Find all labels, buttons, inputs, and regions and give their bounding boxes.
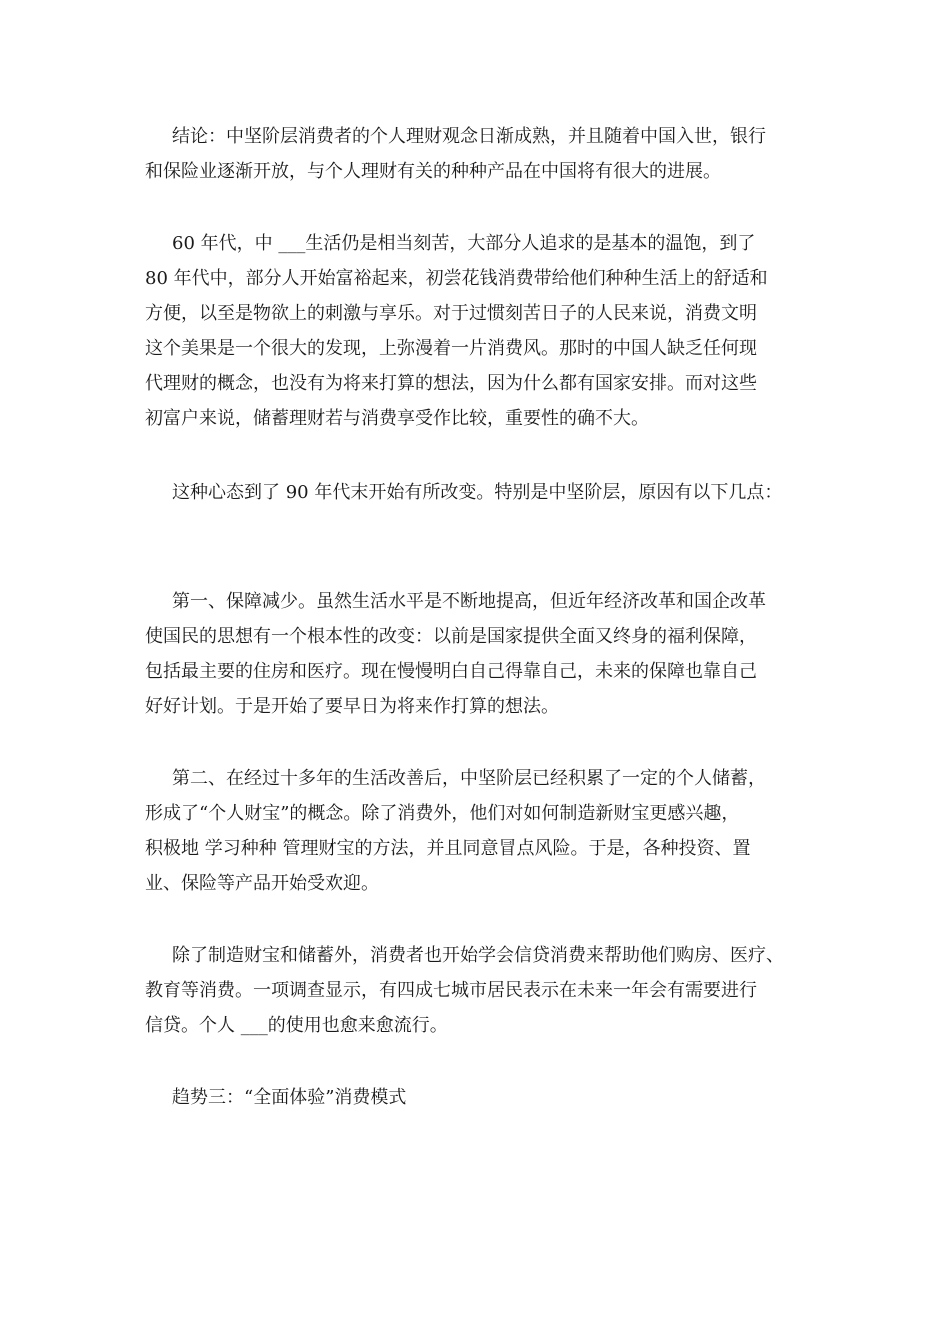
mindset-line-1: 这种心态到了 90 年代末开始有所改变。特别是中坚阶层，原因有以下几点： (172, 482, 783, 503)
conclusion-line-1: 结论：中坚阶层消费者的个人理财观念日渐成熟，并且随着中国入世，银行 (172, 126, 766, 147)
credit-line-1: 除了制造财宝和储蓄外，消费者也开始学会信贷消费来帮助他们购房、医疗、 (172, 945, 784, 966)
sixties-line-3: 方便，以至是物欲上的刺激与享乐。对于过惯刻苦日子的人民来说，消费文明 (145, 303, 757, 324)
conclusion-line-2: 和保险业逐渐开放，与个人理财有关的种种产品在中国将有很大的进展。 (145, 161, 721, 182)
sixties-line-5: 代理财的概念，也没有为将来打算的想法，因为什么都有国家安排。而对这些 (145, 373, 757, 394)
second-line-4: 业、保险等产品开始受欢迎。 (145, 873, 379, 894)
sixties-line-6: 初富户来说，储蓄理财若与消费享受作比较，重要性的确不大。 (145, 408, 649, 429)
sixties-line-2: 80 年代中，部分人开始富裕起来，初尝花钱消费带给他们种种生活上的舒适和 (145, 268, 768, 289)
trend-three-heading: 趋势三：“全面体验”消费模式 (172, 1087, 407, 1108)
second-line-1: 第二、在经过十多年的生活改善后，中坚阶层已经积累了一定的个人储蓄， (172, 768, 766, 789)
second-line-2: 形成了“个人财宝”的概念。除了消费外，他们对如何制造新财宝更感兴趣， (145, 803, 740, 824)
credit-line-3: 信贷。个人 ___的使用也愈来愈流行。 (145, 1015, 448, 1036)
credit-line-2: 教育等消费。一项调查显示，有四成七城市居民表示在未来一年会有需要进行 (145, 980, 757, 1001)
first-line-4: 好好计划。于是开始了要早日为将来作打算的想法。 (145, 696, 559, 717)
second-line-3: 积极地 学习种种 管理财宝的方法，并且同意冒点风险。于是，各种投资、置 (145, 838, 751, 859)
first-line-1: 第一、保障减少。虽然生活水平是不断地提高，但近年经济改革和国企改革 (172, 591, 766, 612)
first-line-3: 包括最主要的住房和医疗。现在慢慢明白自己得靠自己，未来的保障也靠自己 (145, 661, 757, 682)
first-line-2: 使国民的思想有一个根本性的改变：以前是国家提供全面又终身的福利保障， (145, 626, 757, 647)
sixties-line-1: 60 年代，中 ___生活仍是相当刻苦，大部分人追求的是基本的温饱，到了 (172, 233, 756, 254)
sixties-line-4: 这个美果是一个很大的发现，上弥漫着一片消费风。那时的中国人缺乏任何现 (145, 338, 757, 359)
